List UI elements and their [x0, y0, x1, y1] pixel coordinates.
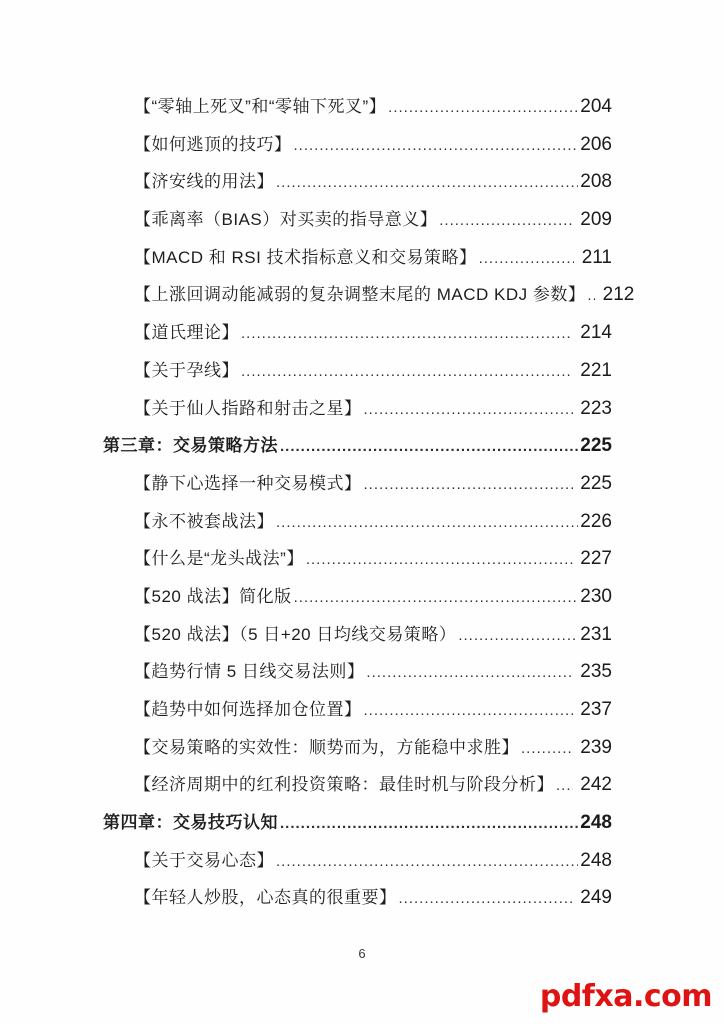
dot-leader	[366, 665, 573, 678]
toc-entry	[103, 352, 612, 390]
toc-entry-title: 【520 战法】（5 日+20 日均线交易策略）	[134, 624, 457, 644]
dot-leader	[479, 251, 575, 264]
toc-entry-title: 第三章：交易策略方法	[103, 436, 278, 456]
toc-entry-page: 235	[575, 661, 612, 683]
toc-entry-page: 230	[580, 585, 612, 607]
toc-entry	[103, 163, 612, 201]
toc-entry	[103, 276, 635, 314]
toc-entry	[103, 503, 612, 541]
toc-entry-title: 【道氏理论】	[134, 323, 239, 343]
toc-entry-title: 【关于仙人指路和射击之星】	[134, 398, 362, 418]
dot-leader	[306, 552, 573, 565]
toc-entry	[103, 729, 612, 767]
toc-entry-page: 239	[575, 736, 612, 758]
toc-entry	[103, 126, 612, 164]
toc-entry-page: 212	[597, 284, 635, 306]
toc-entry-page: 231	[580, 623, 612, 645]
toc-entry-title: 【乖离率（BIAS）对买卖的指导意义】	[134, 210, 438, 230]
dot-leader	[556, 778, 573, 791]
toc-entry	[103, 616, 612, 654]
dot-leader	[241, 364, 573, 377]
dot-leader	[587, 288, 595, 301]
toc-entry-page: 223	[575, 397, 612, 419]
toc-entry-title: 【交易策略的实效性：顺势而为，方能稳中求胜】	[134, 737, 519, 757]
toc-entry-title: 【关于孕线】	[134, 360, 239, 380]
toc-entry	[103, 465, 612, 503]
toc-entry-page: 249	[575, 887, 612, 909]
toc-entry	[103, 766, 612, 804]
toc-entry-title: 【年轻人炒股，心态真的很重要】	[134, 888, 397, 908]
toc-entry-page: 209	[575, 209, 612, 231]
toc-entry-title: 【趋势中如何选择加仓位置】	[134, 700, 362, 719]
toc-entry	[103, 879, 612, 917]
toc-entry-page: 237	[575, 699, 612, 720]
dot-leader	[458, 628, 578, 641]
dot-leader	[399, 891, 574, 904]
dot-leader	[276, 175, 578, 188]
toc-entry-title: 【永不被套战法】	[134, 511, 274, 531]
toc-entry-page: 225	[575, 472, 612, 494]
toc-entry-page: 204	[580, 96, 612, 117]
toc-entry	[103, 201, 612, 239]
toc-entry	[103, 314, 612, 352]
dot-leader	[439, 213, 573, 226]
toc-entry-title: 【上涨回调动能减弱的复杂调整末尾的 MACD KDJ 参数】	[134, 285, 586, 305]
toc-entry-page: 221	[575, 359, 612, 381]
dot-leader	[276, 854, 578, 867]
toc-entry-page: 242	[575, 774, 612, 796]
toc-entry-title: 【关于交易心态】	[134, 850, 274, 870]
toc-entry-page: 248	[580, 812, 612, 834]
toc-entry-title: 【“零轴上死叉”和“零轴下死叉”】	[134, 97, 387, 116]
toc-entry	[103, 88, 612, 126]
toc-entry	[103, 578, 612, 616]
table-of-contents	[103, 88, 635, 917]
dot-leader	[364, 703, 574, 716]
toc-entry-page: 225	[580, 435, 612, 457]
dot-leader	[276, 515, 578, 528]
toc-entry-title: 【趋势行情 5 日线交易法则】	[134, 662, 365, 682]
toc-entry	[103, 540, 612, 578]
toc-entry-title: 【MACD 和 RSI 技术指标意义和交易策略】	[134, 247, 477, 267]
dot-leader	[294, 138, 579, 151]
dot-leader	[280, 439, 578, 452]
watermark: pdfxa.com	[539, 979, 712, 1014]
dot-leader	[388, 100, 578, 113]
page-number: 6	[358, 946, 366, 961]
dot-leader	[364, 477, 574, 490]
toc-entry-title: 【静下心选择一种交易模式】	[134, 473, 362, 493]
toc-entry-page: 208	[580, 171, 612, 193]
toc-entry-title: 【经济周期中的红利投资策略：最佳时机与阶段分析】	[134, 775, 554, 795]
toc-chapter-entry	[103, 804, 612, 842]
dot-leader	[521, 741, 573, 754]
toc-entry-page: 214	[575, 322, 612, 344]
toc-entry-title: 【什么是“龙头战法”】	[134, 549, 304, 569]
toc-entry-page: 248	[580, 849, 612, 871]
toc-entry	[103, 653, 612, 691]
toc-entry-title: 【如何逃顶的技巧】	[134, 134, 292, 154]
dot-leader	[241, 326, 573, 339]
toc-entry-page: 226	[580, 510, 612, 532]
toc-chapter-entry	[103, 427, 612, 465]
dot-leader	[364, 402, 574, 415]
dot-leader	[280, 816, 578, 829]
toc-entry	[103, 691, 612, 729]
toc-entry-title: 第四章：交易技巧认知	[103, 813, 278, 833]
toc-entry	[103, 842, 612, 880]
toc-entry	[103, 390, 612, 428]
toc-entry-page: 211	[576, 246, 612, 268]
toc-entry-title: 【济安线的用法】	[134, 172, 274, 192]
toc-entry-page: 227	[575, 548, 612, 570]
toc-entry	[103, 239, 612, 277]
toc-entry-title: 【520 战法】简化版	[134, 586, 292, 606]
dot-leader	[294, 590, 579, 603]
toc-entry-page: 206	[580, 133, 612, 155]
